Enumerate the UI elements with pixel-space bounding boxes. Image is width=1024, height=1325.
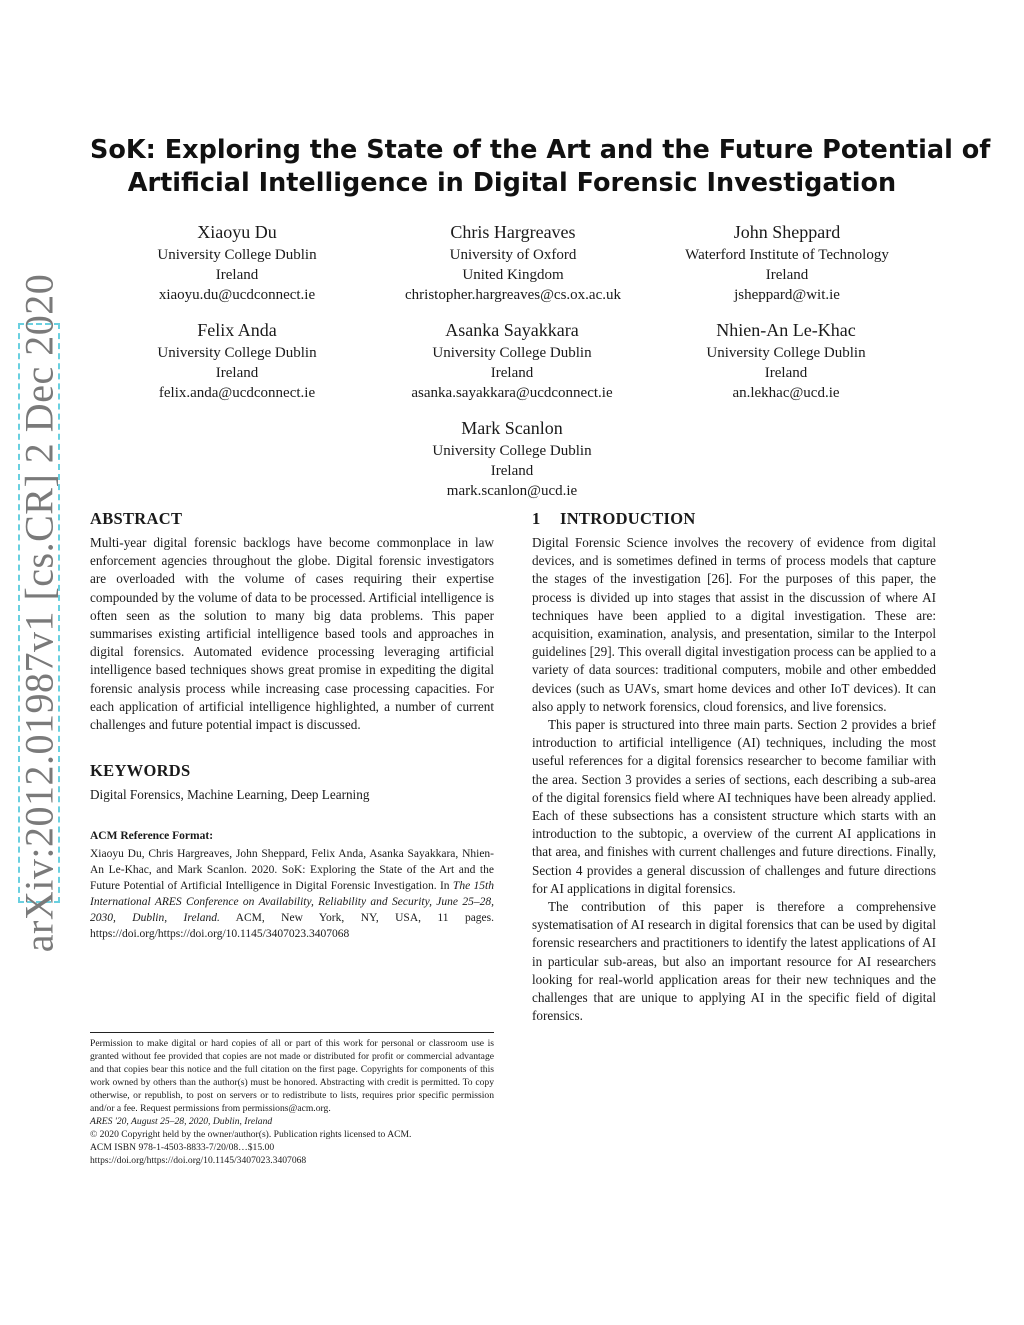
author-affiliation: Waterford Institute of Technology [685, 247, 889, 263]
author-name: Xiaoyu Du [197, 222, 277, 242]
author-country: Ireland [215, 267, 259, 283]
author-name: Mark Scanlon [461, 418, 563, 438]
acm-reference-heading: ACM Reference Format: [90, 830, 214, 843]
intro-paragraph-2: This paper is structured into three main parts. Section 2 provides a brief introduction to artificial intelligence (AI) techniques, including the most useful references for a digital forensics researcher to become familiar with the area. Section 3 provides a series of sections, each describing a sub-area of the digital forensics field where AI techniques have been already applied. Each of these subsections has a consistent structure which starts with an introduction to the subtopic, a overview of the current AI applications in that area, and finishes with current challenges and future directions. Finally, Section 4 provides a general discussion of challenges and future directions for AI applications in digital forensics. [532, 717, 936, 896]
author-email: xiaoyu.du@ucdconnect.ie [158, 287, 316, 303]
author-block [636, 318, 936, 403]
author-name: Asanka Sayakkara [445, 320, 579, 340]
section-title: INTRODUCTION [560, 509, 696, 528]
left-column [90, 508, 494, 942]
title-line-2: Artificial Intelligence in Digital Forensic Investigation [127, 168, 897, 198]
doi-line: https://doi.org/https://doi.org/10.1145/3407023.3407068 [90, 1155, 307, 1166]
author-name: John Sheppard [733, 222, 841, 242]
author-affiliation: University College Dublin [157, 345, 317, 361]
intro-paragraph-3: The contribution of this paper is therefore a comprehensive systematisation of AI research in digital forensics that can be used by digital forensic researchers and practitioners to identify the latest applications of AI in particular sub-areas, but also an important resource for AI researchers looking for real-world application areas for their new techniques and the challenges that are unique to applying AI in the specific field of digital forensics. [532, 899, 936, 1024]
section-number: 1 [532, 509, 541, 528]
author-country: Ireland [765, 267, 809, 283]
author-email: felix.anda@ucdconnect.ie [158, 385, 316, 401]
author-email: asanka.sayakkara@ucdconnect.ie [411, 385, 613, 401]
section-heading [532, 508, 936, 530]
author-name: Felix Anda [197, 320, 277, 340]
author-email: mark.scanlon@ucd.ie [446, 483, 578, 499]
author-email: christopher.hargreaves@cs.ox.ac.uk [405, 287, 621, 303]
author-block [362, 318, 662, 403]
author-affiliation: University College Dublin [432, 345, 592, 361]
author-email: jsheppard@wit.ie [734, 287, 840, 303]
arxiv-identifier: arXiv:2012.01987v1 [cs.CR] 2 Dec 2020 [16, 273, 62, 953]
author-country: Ireland [764, 365, 808, 381]
conference-venue: ARES '20, August 25–28, 2020, Dublin, Ireland [90, 1116, 273, 1127]
author-name: Chris Hargreaves [450, 222, 576, 242]
author-country: Ireland [215, 365, 259, 381]
right-column [532, 508, 936, 1025]
author-country: Ireland [490, 365, 534, 381]
abstract-heading: ABSTRACT [90, 509, 183, 528]
author-email: an.lekhac@ucd.ie [732, 385, 840, 401]
author-block [637, 220, 937, 305]
author-block [363, 220, 663, 305]
copyright-line: © 2020 Copyright held by the owner/author(s). Publication rights licensed to ACM. [90, 1129, 412, 1140]
keywords-heading: KEYWORDS [90, 761, 191, 781]
author-block [362, 416, 662, 501]
permission-notice: Permission to make digital or hard copies of all or part of this work for personal or classroom use is granted without fee provided that copies are not made or distributed for profit or commercial advantage and that copies bear this notice and the full citation on the first page. Copyrights for components of this work owned by others than the author(s) must be honored. Abstracting with credit is permitted. To copy otherwise, or republish, to post on servers or to redistribute to lists, requires prior specific permission and/or a fee. Request permissions from permissions@acm.org. [90, 1038, 494, 1114]
acm-reference-text [90, 846, 494, 942]
author-affiliation: University of Oxford [449, 247, 577, 263]
acm-reference-publisher: ACM, New York, NY, USA, 11 pages. https://doi.org/https://doi.org/10.1145/3407023.3407068 [90, 912, 495, 941]
author-country: Ireland [490, 463, 534, 479]
paper-title [90, 134, 991, 200]
copyright-footnote [90, 1032, 494, 1167]
acm-reference-authors: Xiaoyu Du, Chris Hargreaves, John Sheppard, Felix Anda, Asanka Sayakkara, Nhien-An Le-Khac, and Mark Scanlon. 2020. SoK: Exploring the State of the Art and the Future Potential of Artificial Intelligence in Digital Forensic Investigation. In [90, 848, 494, 893]
acm-reference-venue: The 15th International ARES Conference on Availability, Reliability and Security, June 25–28, 2030, Dublin, Ireland. [90, 880, 494, 925]
author-block [87, 220, 387, 305]
keywords-text: Digital Forensics, Machine Learning, Deep Learning [90, 787, 370, 803]
author-name: Nhien-An Le-Khac [716, 320, 856, 340]
intro-paragraph-1: Digital Forensic Science involves the recovery of evidence from digital devices, and is sometimes defined in terms of process models that capture the stages of the investigation [26]. For the purposes of this paper, the process is divided up into stages that assist in the discussion of where AI techniques have been applied to a digital investigation. These are: acquisition, examination, analysis, and presentation, similar to the Interpol guidelines [29]. This overall digital investigation process can be applied to a variety of data sources: traditional computers, mobile and other embedded devices (such as UAVs, smart home devices and other IoT devices). It can also apply to network forensics, cloud forensics, and live forensics. [532, 535, 936, 714]
author-affiliation: University College Dublin [157, 247, 317, 263]
title-line-1: SoK: Exploring the State of the Art and the Future Potential of [90, 135, 991, 165]
isbn-line: ACM ISBN 978-1-4503-8833-7/20/08…$15.00 [90, 1142, 275, 1153]
author-affiliation: University College Dublin [432, 443, 592, 459]
author-block [87, 318, 387, 403]
author-country: United Kingdom [462, 267, 564, 283]
abstract-text: Multi-year digital forensic backlogs have become commonplace in law enforcement agencies throughout the globe. Digital forensic investigators are overloaded with the volume of cases requiring their expertise compounded by the volume of data to be processed. Artificial intelligence is often seen as the solution to many big data problems. This paper summarises existing artificial intelligence based tools and approaches in digital forensics. Automated evidence processing leveraging artificial intelligence based techniques shows great promise in expediting the digital forensic analysis process while increasing case processing capacities. For each application of artificial intelligence highlighted, a number of current challenges and future potential impact is discussed. [90, 535, 494, 733]
author-affiliation: University College Dublin [706, 345, 866, 361]
